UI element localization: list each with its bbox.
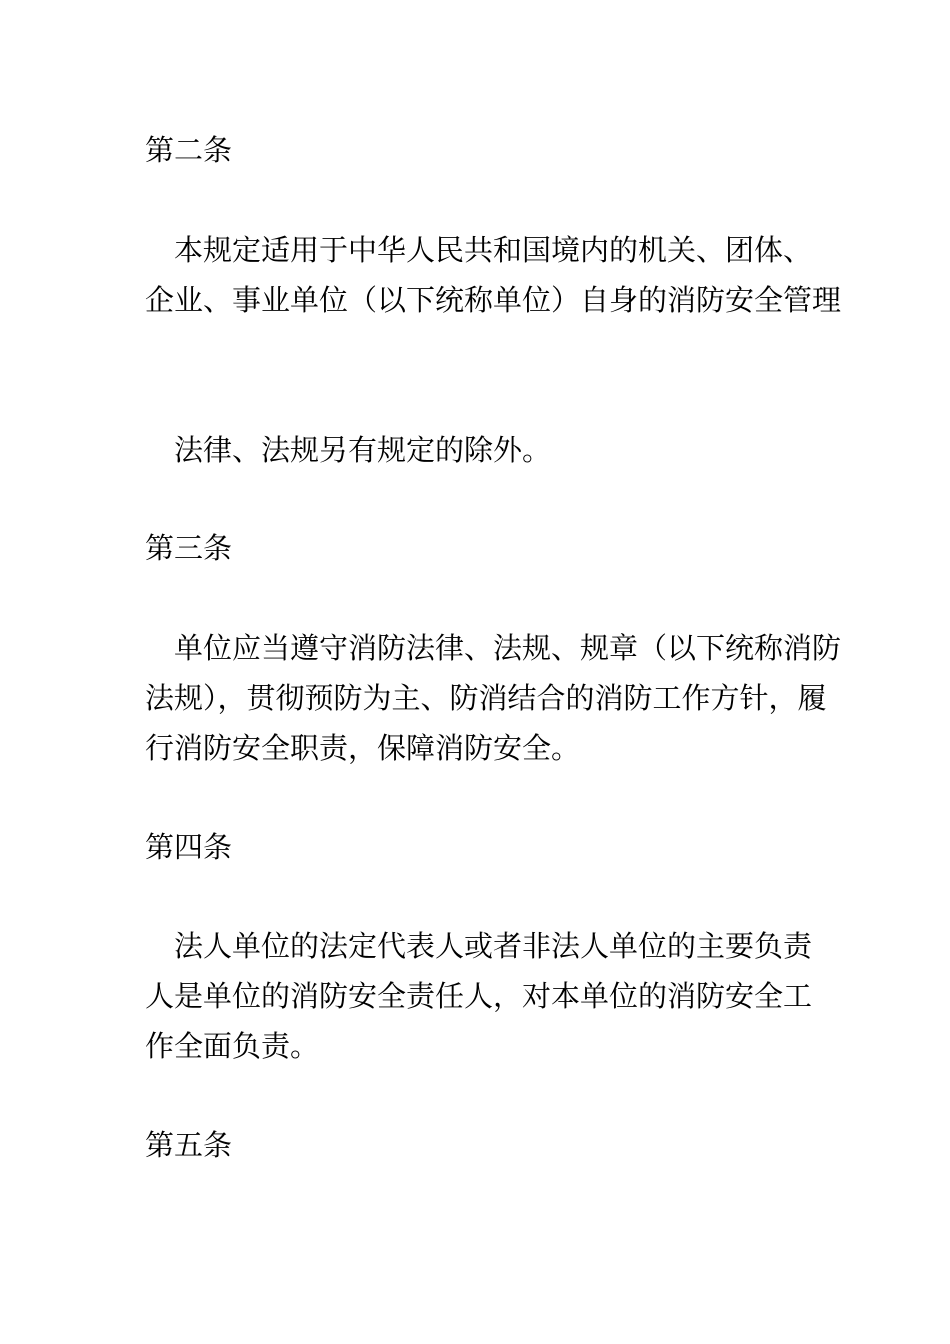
- article-2-para-2-line-1: 法律、法规另有规定的除外。: [174, 433, 552, 467]
- article-3-para-1-line-1: 单位应当遵守消防法律、法规、规章（以下统称消防: [174, 631, 842, 665]
- article-5-heading: 第五条: [145, 1128, 233, 1162]
- article-4-para-1-line-1: 法人单位的法定代表人或者非法人单位的主要负责: [174, 929, 813, 963]
- article-2-heading: 第二条: [145, 133, 233, 167]
- article-3-para-1-line-3: 行消防安全职责，保障消防安全。: [145, 731, 581, 765]
- article-4-para-1-line-2: 人是单位的消防安全责任人，对本单位的消防安全工: [145, 979, 813, 1013]
- article-4-heading: 第四条: [145, 830, 233, 864]
- article-3-para-1-line-2: 法规），贯彻预防为主、防消结合的消防工作方针，履: [145, 681, 827, 715]
- article-4-para-1-line-3: 作全面负责。: [145, 1029, 320, 1063]
- article-2-para-1-line-2: 企业、事业单位（以下统称单位）自身的消防安全管理: [145, 283, 842, 317]
- article-3-heading: 第三条: [145, 531, 233, 565]
- article-2-para-1-line-1: 本规定适用于中华人民共和国境内的机关、团体、: [174, 233, 813, 267]
